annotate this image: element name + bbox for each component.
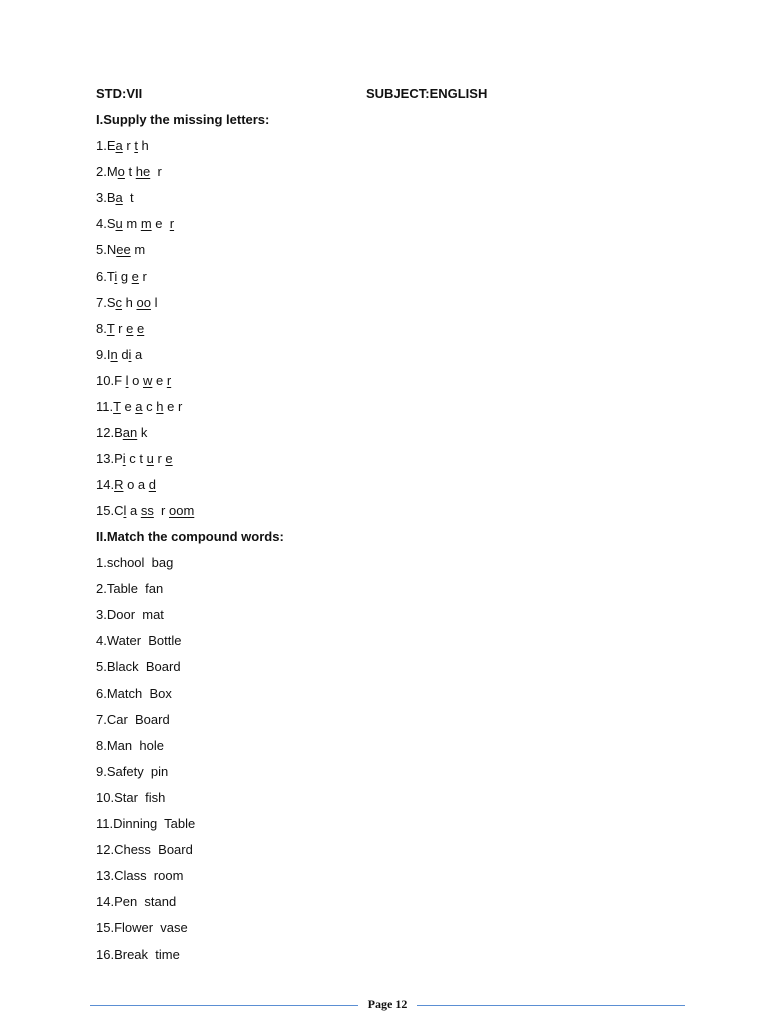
subject-label: SUBJECT:ENGLISH [366, 86, 488, 101]
filled-letters: oom [169, 503, 195, 519]
compound-word-item: 4.Water Bottle [96, 633, 182, 649]
compound-word-item: 6.Match Box [96, 685, 172, 701]
word-letters: 11. [96, 399, 114, 414]
compound-word-item: 14.Pen stand [96, 894, 177, 910]
filled-letters: d [148, 477, 156, 493]
page-number: Page 12 [367, 997, 408, 1011]
word-letters: c t [125, 451, 147, 467]
footer-rule-right [417, 1005, 685, 1006]
word-letters: 2.M [96, 164, 118, 180]
word-letters: 9.I [96, 346, 111, 362]
missing-letters-item [96, 425, 147, 441]
word-letters: t [122, 190, 134, 206]
word-letters: k [137, 425, 148, 441]
missing-letters-item [96, 164, 162, 180]
filled-letters: an [122, 425, 138, 441]
word-letters: m [122, 216, 141, 232]
filled-letters: n [110, 346, 118, 362]
footer-rule-left [90, 1005, 358, 1006]
filled-letters: i [114, 268, 118, 284]
word-letters: r [153, 503, 169, 519]
missing-letters-item [96, 321, 144, 337]
filled-letters: o [117, 164, 125, 180]
filled-letters: m [140, 216, 152, 232]
filled-letters: T [106, 320, 115, 336]
page-footer [0, 996, 768, 1016]
filled-letters: u [146, 451, 154, 467]
word-letters: 12.B [96, 425, 123, 441]
missing-letters-item [96, 451, 173, 467]
missing-letters-item [96, 347, 142, 363]
filled-letters: i [122, 451, 126, 467]
word-letters: e r [163, 399, 183, 414]
word-letters: a [126, 503, 141, 519]
compound-word-item: 11.Dinning Table [96, 816, 196, 831]
filled-letters: e [165, 451, 173, 467]
word-letters: 13.P [96, 451, 123, 467]
compound-word-item: 15.Flower vase [96, 920, 188, 936]
word-letters: 15.C [96, 503, 124, 519]
filled-letters: e [131, 268, 139, 284]
section-2-title: II.Match the compound words: [96, 529, 284, 544]
word-letters: g [117, 268, 132, 284]
word-letters: 14. [96, 477, 115, 493]
word-letters: 8. [96, 320, 107, 336]
word-letters: o [128, 372, 143, 388]
word-letters: 6.T [96, 268, 115, 284]
missing-letters-item [96, 503, 194, 519]
missing-letters-item [96, 216, 174, 232]
word-letters: o a [123, 477, 149, 493]
word-letters: e [120, 399, 136, 414]
compound-word-item: 9.Safety pin [96, 763, 169, 779]
word-letters: l [150, 294, 158, 310]
filled-letters: t [134, 138, 138, 153]
word-letters: m [130, 242, 146, 258]
compound-word-item: 5.Black Board [96, 659, 181, 675]
std-label: STD:VII [96, 86, 143, 101]
filled-letters: l [125, 372, 129, 388]
filled-letters: r [169, 216, 175, 232]
compound-word-item: 13.Class room [96, 868, 184, 884]
section-1-title: I.Supply the missing letters: [96, 112, 270, 127]
missing-letters-item [96, 399, 182, 415]
missing-letters-item [96, 242, 145, 258]
filled-letters: he [135, 164, 151, 180]
filled-letters: r [166, 372, 172, 388]
filled-letters: ss [140, 503, 154, 519]
word-letters: 4.S [96, 216, 116, 232]
missing-letters-item [96, 477, 156, 493]
filled-letters: ee [116, 242, 131, 258]
word-letters: d [117, 346, 129, 362]
word-letters: a [131, 346, 143, 362]
filled-letters: a [115, 138, 123, 153]
filled-letters: T [113, 399, 121, 414]
filled-letters: R [114, 477, 124, 493]
word-letters: 10.F [96, 372, 126, 388]
filled-letters: a [135, 399, 143, 414]
filled-letters: e [126, 320, 134, 336]
word-letters: r [138, 268, 147, 284]
filled-letters: l [123, 503, 127, 519]
missing-letters-item [96, 373, 171, 389]
filled-letters: c [115, 294, 123, 310]
word-letters: r [114, 320, 127, 336]
word-letters: r [153, 451, 166, 467]
filled-letters: a [115, 190, 123, 206]
compound-word-item: 3.Door mat [96, 607, 164, 623]
word-letters: 3.B [96, 190, 116, 206]
word-letters: h [122, 294, 137, 310]
compound-word-item: 12.Chess Board [96, 842, 193, 858]
filled-letters: h [156, 399, 164, 414]
missing-letters-item [96, 138, 149, 154]
word-letters: 1.E [96, 138, 116, 153]
word-letters: 5.N [96, 242, 117, 258]
missing-letters-item [96, 269, 147, 285]
compound-word-item: 8.Man hole [96, 737, 164, 753]
filled-letters: w [142, 372, 153, 388]
compound-word-item: 2.Table fan [96, 581, 164, 597]
word-letters: e [152, 372, 167, 388]
filled-letters: u [115, 216, 123, 232]
word-letters: r [122, 138, 135, 153]
compound-word-item: 1.school bag [96, 555, 174, 570]
word-letters: c [142, 399, 157, 414]
filled-letters: oo [136, 294, 151, 310]
filled-letters: e [136, 320, 145, 336]
compound-word-item: 7.Car Board [96, 711, 170, 727]
word-letters: h [137, 138, 149, 153]
word-letters: t [124, 164, 136, 180]
missing-letters-item [96, 190, 134, 206]
word-letters: e [151, 216, 170, 232]
compound-word-item: 10.Star fish [96, 789, 166, 805]
filled-letters: i [128, 346, 132, 362]
missing-letters-item [96, 295, 157, 311]
word-letters: 7.S [96, 294, 116, 310]
compound-word-item: 16.Break time [96, 946, 180, 962]
word-letters: r [150, 164, 162, 180]
